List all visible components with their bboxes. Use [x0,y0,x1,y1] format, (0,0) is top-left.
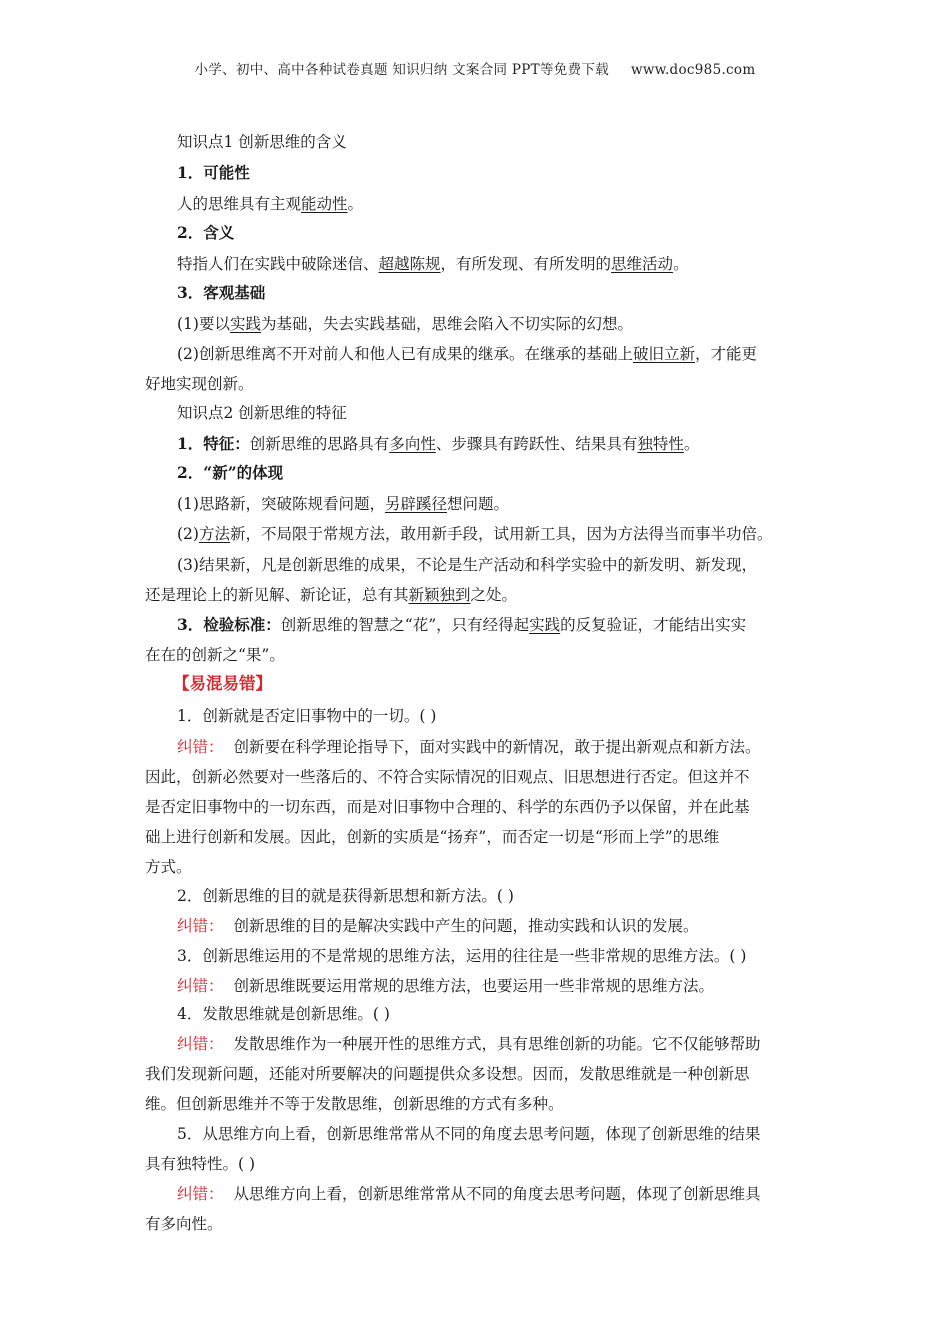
blank-answer: 实践 [229,315,261,333]
blank-answer: 能动性 [301,195,348,213]
paragraph-meaning: 特指人们在实践中破除迷信、超越陈规，有所发现、有所发明的思维活动。 [177,255,689,273]
blank-answer: 另辟蹊径 [384,495,447,513]
header-site-link[interactable]: www.doc985.com [631,62,756,78]
heading-basis: 3．客观基础 [177,283,266,302]
correction-tag: 纠错： [177,1185,224,1203]
question-4: 4．发散思维就是创新思维。( ) [177,1005,390,1023]
paragraph-new-3-cont: 还是理论上的新见解、新论证，总有其新颖独到之处。 [145,586,518,604]
heading-new: 2．“新”的体现 [177,463,284,482]
paragraph-features: 1．特征：创新思维的思路具有多向性、步骤具有跨跃性、结果具有独特性。 [177,434,700,453]
heading-meaning: 2．含义 [177,223,235,242]
paragraph-possibility: 人的思维具有主观能动性。 [177,195,364,213]
header-text: 小学、初中、高中各种试卷真题 知识归纳 文案合同 PPT等免费下载 [194,62,609,78]
section-title-1: 知识点1 创新思维的含义 [177,133,347,151]
paragraph-new-2: (2)方法新，不局限于常规方法，敢用新手段，试用新工具，因为方法得当而事半功倍。 [177,525,773,543]
correction-5-line-1: 纠错： 从思维方向上看，创新思维常常从不同的角度去思考问题，体现了创新思维具 [177,1185,761,1203]
blank-answer: 实践 [529,616,561,634]
correction-4-line-3: 维。但创新思维并不等于发散思维，创新思维的方式有多种。 [145,1095,564,1113]
mistakes-title: 【易混易错】 [173,674,272,693]
question-5-line-2: 具有独特性。( ) [145,1155,256,1173]
correction-4-line-1: 纠错： 发散思维作为一种展开性的思维方式，具有思维创新的功能。它不仅能够帮助 [177,1035,761,1053]
question-2: 2．创新思维的目的就是获得新思想和新方法。( ) [177,887,514,905]
paragraph-new-3: (3)结果新，凡是创新思维的成果，不论是生产活动和科学实验中的新发明、新发现， [177,556,757,574]
paragraph-test-cont: 在在的创新之“果”。 [145,646,285,664]
correction-1-line-4: 础上进行创新和发展。因此，创新的实质是“扬弃”，而否定一切是“形而上学”的思维 [145,828,720,846]
paragraph-test: 3．检验标准：创新思维的智慧之“花”，只有经得起实践的反复验证，才能结出实实 [177,615,747,634]
blank-answer: 多向性 [389,435,436,453]
blank-answer: 独特性 [637,435,684,453]
section-title-2: 知识点2 创新思维的特征 [177,404,347,422]
heading-possibility: 1．可能性 [177,163,250,182]
correction-1-line-2: 因此，创新必然要对一些落后的、不符合实际情况的旧观点、旧思想进行否定。但这并不 [145,768,750,786]
correction-3: 纠错： 创新思维既要运用常规的思维方法，也要运用一些非常规的思维方法。 [177,977,715,995]
page-header [0,58,950,78]
correction-1-line-1: 纠错： 创新要在科学理论指导下，面对实践中的新情况，敢于提出新观点和新方法。 [177,738,761,756]
blank-answer: 破旧立新 [632,345,695,363]
correction-4-line-2: 我们发现新问题，还能对所要解决的问题提供众多设想。因而，发散思维就是一种创新思 [145,1065,750,1083]
blank-answer: 思维活动 [611,255,674,273]
question-5-line-1: 5．从思维方向上看，创新思维常常从不同的角度去思考问题，体现了创新思维的结果 [177,1125,761,1143]
correction-tag: 纠错： [177,738,224,756]
blank-answer: 超越陈规 [378,255,441,273]
question-3: 3．创新思维运用的不是常规的思维方法，运用的往往是一些非常规的思维方法。( ) [177,947,747,965]
blank-answer: 新颖独到 [408,586,471,604]
paragraph-basis-1: (1)要以实践为基础，失去实践基础，思维会陷入不切实际的幻想。 [177,315,633,333]
correction-tag: 纠错： [177,1035,224,1053]
paragraph-basis-2: (2)创新思维离不开对前人和他人已有成果的继承。在继承的基础上破旧立新，才能更 [177,345,757,363]
correction-5-line-2: 有多向性。 [145,1215,223,1233]
correction-tag: 纠错： [177,917,224,935]
correction-tag: 纠错： [177,977,224,995]
blank-answer: 方法 [198,525,230,543]
correction-1-line-3: 是否定旧事物中的一切东西，而是对旧事物中合理的、科学的东西仍予以保留，并在此基 [145,798,750,816]
question-1: 1．创新就是否定旧事物中的一切。( ) [177,707,437,725]
paragraph-new-1: (1)思路新，突破陈规看问题，另辟蹊径想问题。 [177,495,509,513]
correction-2: 纠错： 创新思维的目的是解决实践中产生的问题，推动实践和认识的发展。 [177,917,699,935]
paragraph-basis-2-cont: 好地实现创新。 [145,375,254,393]
correction-1-line-5: 方式。 [145,858,192,876]
